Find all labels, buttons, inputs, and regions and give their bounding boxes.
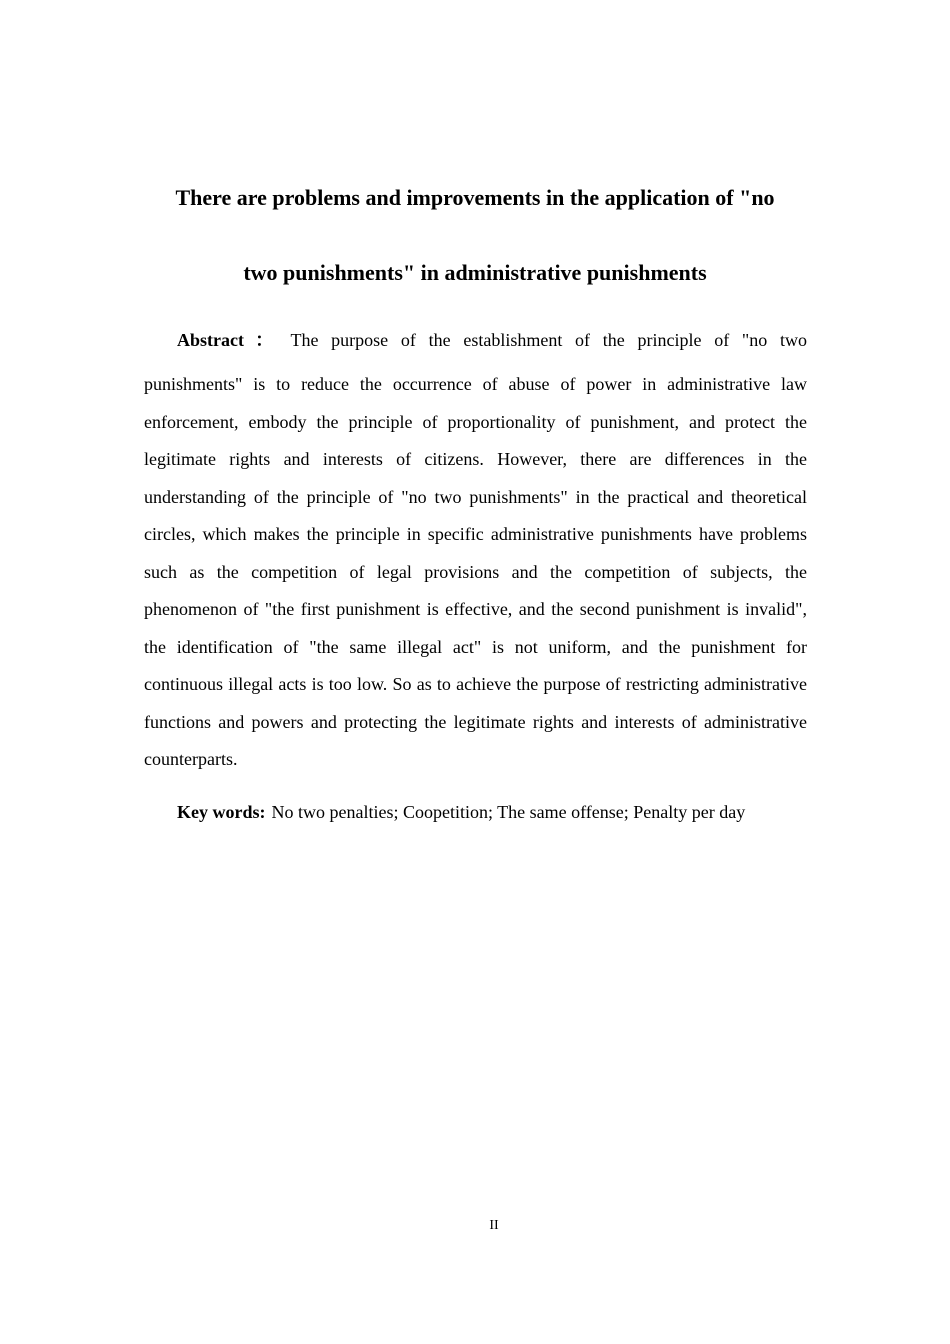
keywords-line xyxy=(177,794,745,830)
keywords-colon: : xyxy=(259,802,266,822)
paper-title-line-1: There are problems and improvements in the application of "no xyxy=(175,185,775,210)
paper-title-line-2: two punishments" in administrative punishments xyxy=(243,260,707,285)
page-number: II xyxy=(489,1218,499,1233)
abstract-first-line-text: The purpose of the establishment of the principle of "no two xyxy=(290,330,807,350)
abstract-first-line xyxy=(144,320,807,360)
abstract-section xyxy=(144,320,807,779)
paper-title xyxy=(130,160,820,310)
keywords-label: Key words xyxy=(177,802,260,822)
abstract-colon: ： xyxy=(246,330,282,350)
abstract-body: punishments" is to reduce the occurrence of abuse of power in administrative law enforcement, embody the principle of proportionality of punishment, and protect the legitimate rights and interests of citizens. However, there are differences in the understanding of the principle of "no two punishments" in the practical and theoretical circles, which makes the principle in specific administrative punishments have problems such as the competition of legal provisions and the competition of subjects, the phenomenon of "the first punishment is effective, and the second punishment is invalid", the identification of "the same illegal act" is not uniform, and the punishment for continuous illegal acts is too low. So as to achieve the purpose of restricting administrative functions and powers and protecting the legitimate rights and interests of administrative counterparts. xyxy=(144,374,807,769)
abstract-label: Abstract xyxy=(177,330,244,350)
keywords-list: No two penalties; Coopetition; The same offense; Penalty per day xyxy=(271,802,746,822)
